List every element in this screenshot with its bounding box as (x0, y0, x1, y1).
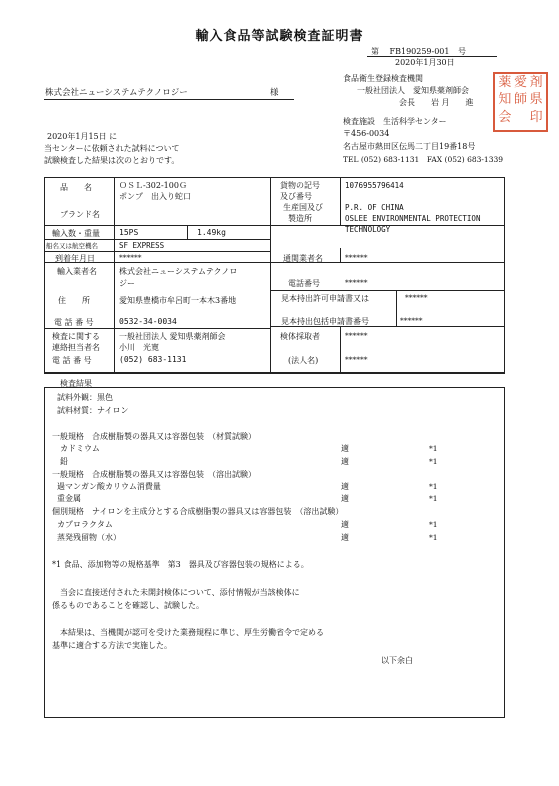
cert-number-value: FB190259-001 (389, 47, 450, 56)
weight-value: 1.49kg (197, 228, 226, 237)
intro-line-2: 当センターに依頼された試料について (44, 144, 180, 153)
intro-line-1: 2020年1月15日 に (47, 132, 118, 141)
inspection-phone-value: (052) 683-1131 (119, 355, 187, 364)
inspection-org: 一般社団法人 愛知県薬剤師会 (119, 332, 226, 341)
result-item-verdict: 適 (341, 482, 349, 491)
result-item-note: *1 (429, 482, 438, 491)
package-label: 見本持出包括申請書番号 (281, 317, 369, 326)
results-footnote: *1 食品、添加物等の規格基準 第3 器具及び容器包装の規格による。 (52, 560, 309, 569)
arrival-value: ****** (119, 253, 142, 262)
cargo-value: 1076955796414 (345, 181, 404, 190)
phone-label: 電 話 番 号 (54, 318, 94, 327)
origin-value-3: TECHNOLOGY (345, 225, 391, 234)
corp-label: (法人名) (288, 356, 319, 365)
product-code: ＯＳＬ-302-100Ｇ (119, 181, 187, 190)
phone-value: 0532-34-0034 (119, 317, 177, 326)
origin-value-2: OSLEE ENVIRONMENTAL PROTECTION (345, 214, 481, 223)
results-paragraph-1-line-2: 係るものであることを確認し、試験した。 (52, 601, 204, 610)
seal-char: 師 (513, 92, 527, 108)
result-item-label: 鉛 (60, 457, 68, 466)
result-section-specific-elution: 個別規格 ナイロンを主成分とする合成樹脂製の器具又は容器包装 （溶出試験） (52, 507, 344, 516)
customs-phone-label: 電話番号 (288, 279, 320, 288)
issuer-org: 一般社団法人 愛知県薬剤師会 (357, 86, 469, 95)
result-section-general-material: 一般規格 合成樹脂製の器具又は容器包装 （材質試験） (52, 432, 256, 441)
seal-char: 県 (529, 92, 543, 108)
address-label: 住 所 (58, 296, 90, 305)
quantity-value: 15PS (119, 228, 139, 237)
inspection-person: 小川 光寛 (119, 343, 159, 352)
seal-char: 知 (498, 92, 512, 108)
document-title: 輸入食品等試験検査証明書 (195, 29, 364, 44)
result-item-label: カドミウム (60, 444, 100, 453)
cargo-label-1: 貨物の記号 (280, 181, 320, 190)
sample-material: 試料材質：ナイロン (57, 406, 129, 415)
customs-phone-value: ****** (345, 278, 368, 287)
recipient-honorific: 様 (270, 88, 279, 98)
issuer-address: 名古屋市熱田区伝馬二丁目19番18号 (343, 142, 476, 151)
product-label: 品 名 (60, 183, 92, 192)
result-item-note: *1 (429, 457, 438, 466)
origin-label-1: 生産国及び (283, 203, 323, 212)
importer-value-1: 株式会社ニューシステムテクノロ (119, 267, 238, 276)
result-item-note: *1 (429, 494, 438, 503)
issuer-tel-fax: TEL (052) 683-1131 FAX (052) 683-1339 (343, 155, 504, 164)
cargo-label-2: 及び番号 (280, 192, 312, 201)
seal-char: 印 (529, 109, 543, 125)
inspection-contact-label-2: 連絡担当者名 (52, 343, 100, 352)
result-item-label: 過マンガン酸カリウム消費量 (57, 482, 161, 491)
corp-value: ****** (345, 355, 368, 364)
issue-date: 2020年1月30日 (395, 58, 455, 67)
address-value: 愛知県豊橋市牟呂町一本木3番地 (119, 296, 237, 305)
permit-value: ****** (405, 293, 428, 302)
quantity-label: 輸入数・重量 (52, 229, 100, 238)
customs-value: ****** (345, 253, 368, 262)
result-item-verdict: 適 (341, 494, 349, 503)
brand-label: ブランド名 (60, 210, 100, 219)
results-heading: 検査結果 (60, 379, 92, 388)
origin-label-2: 製造所 (288, 214, 312, 223)
results-paragraph-2-line-1: 本結果は、当機関が認可を受けた業務規程に準じ、厚生労働省令で定める (60, 628, 324, 637)
inspection-phone-label: 電 話 番 号 (52, 356, 92, 365)
seal-char (513, 111, 529, 128)
seal-char: 剤 (529, 75, 543, 90)
results-paragraph-2-line-2: 基準に適合する方法で実施した。 (52, 641, 172, 650)
seal-char: 愛 (513, 75, 527, 90)
seal-char: 薬 (498, 75, 512, 90)
arrival-label: 到着年月日 (55, 254, 95, 263)
issuer-registration: 食品衛生登録検査機関 (343, 74, 423, 83)
ship-label: 船名又は航空機名 (46, 242, 98, 250)
result-item-verdict: 適 (341, 444, 349, 453)
issuer-president: 会長 岩 月 進 (399, 98, 474, 107)
result-item-label: 重金属 (57, 494, 81, 503)
issuer-postal: 〒456-0034 (343, 129, 390, 138)
result-item-label: カプロラクタム (57, 520, 113, 529)
recipient-company: 株式会社ニューシステムテクノロジー (45, 88, 188, 98)
result-item-verdict: 適 (341, 533, 349, 542)
cert-number-prefix: 第 (371, 47, 379, 56)
inspection-contact-label-1: 検査に関する (52, 332, 100, 341)
result-item-note: *1 (429, 520, 438, 529)
issuer-facility: 検査施設 生活科学センター (343, 117, 447, 126)
closing-note: 以下余白 (381, 656, 413, 665)
result-item-verdict: 適 (341, 520, 349, 529)
intro-line-3: 試験検査した結果は次のとおりです。 (44, 156, 180, 165)
sampler-value: ****** (345, 331, 368, 340)
seal-char: 会 (498, 109, 512, 125)
result-item-verdict: 適 (341, 457, 349, 466)
origin-value-1: P.R. OF CHINA (345, 203, 404, 212)
importer-label: 輸入業者名 (57, 267, 97, 276)
result-item-label: 蒸発残留物（水） (57, 533, 121, 542)
results-paragraph-1-line-1: 当会に直接送付された未開封検体について、添付情報が当該検体に (60, 588, 300, 597)
customs-label: 通関業者名 (283, 254, 323, 263)
sample-appearance: 試料外観：黒色 (57, 393, 113, 402)
importer-value-2: ジー (119, 279, 135, 288)
package-value: ****** (400, 316, 423, 325)
cert-number-suffix: 号 (458, 47, 467, 56)
ship-value: SF EXPRESS (119, 241, 165, 250)
result-item-note: *1 (429, 444, 438, 453)
sampler-label: 検体採取者 (280, 332, 320, 341)
permit-label: 見本持出許可申請書又は (281, 294, 369, 303)
product-name: ポンプ 出入り蛇口 (119, 192, 191, 201)
official-seal (493, 72, 548, 132)
result-section-general-elution: 一般規格 合成樹脂製の器具又は容器包装 （溶出試験） (52, 470, 256, 479)
result-item-note: *1 (429, 533, 438, 542)
